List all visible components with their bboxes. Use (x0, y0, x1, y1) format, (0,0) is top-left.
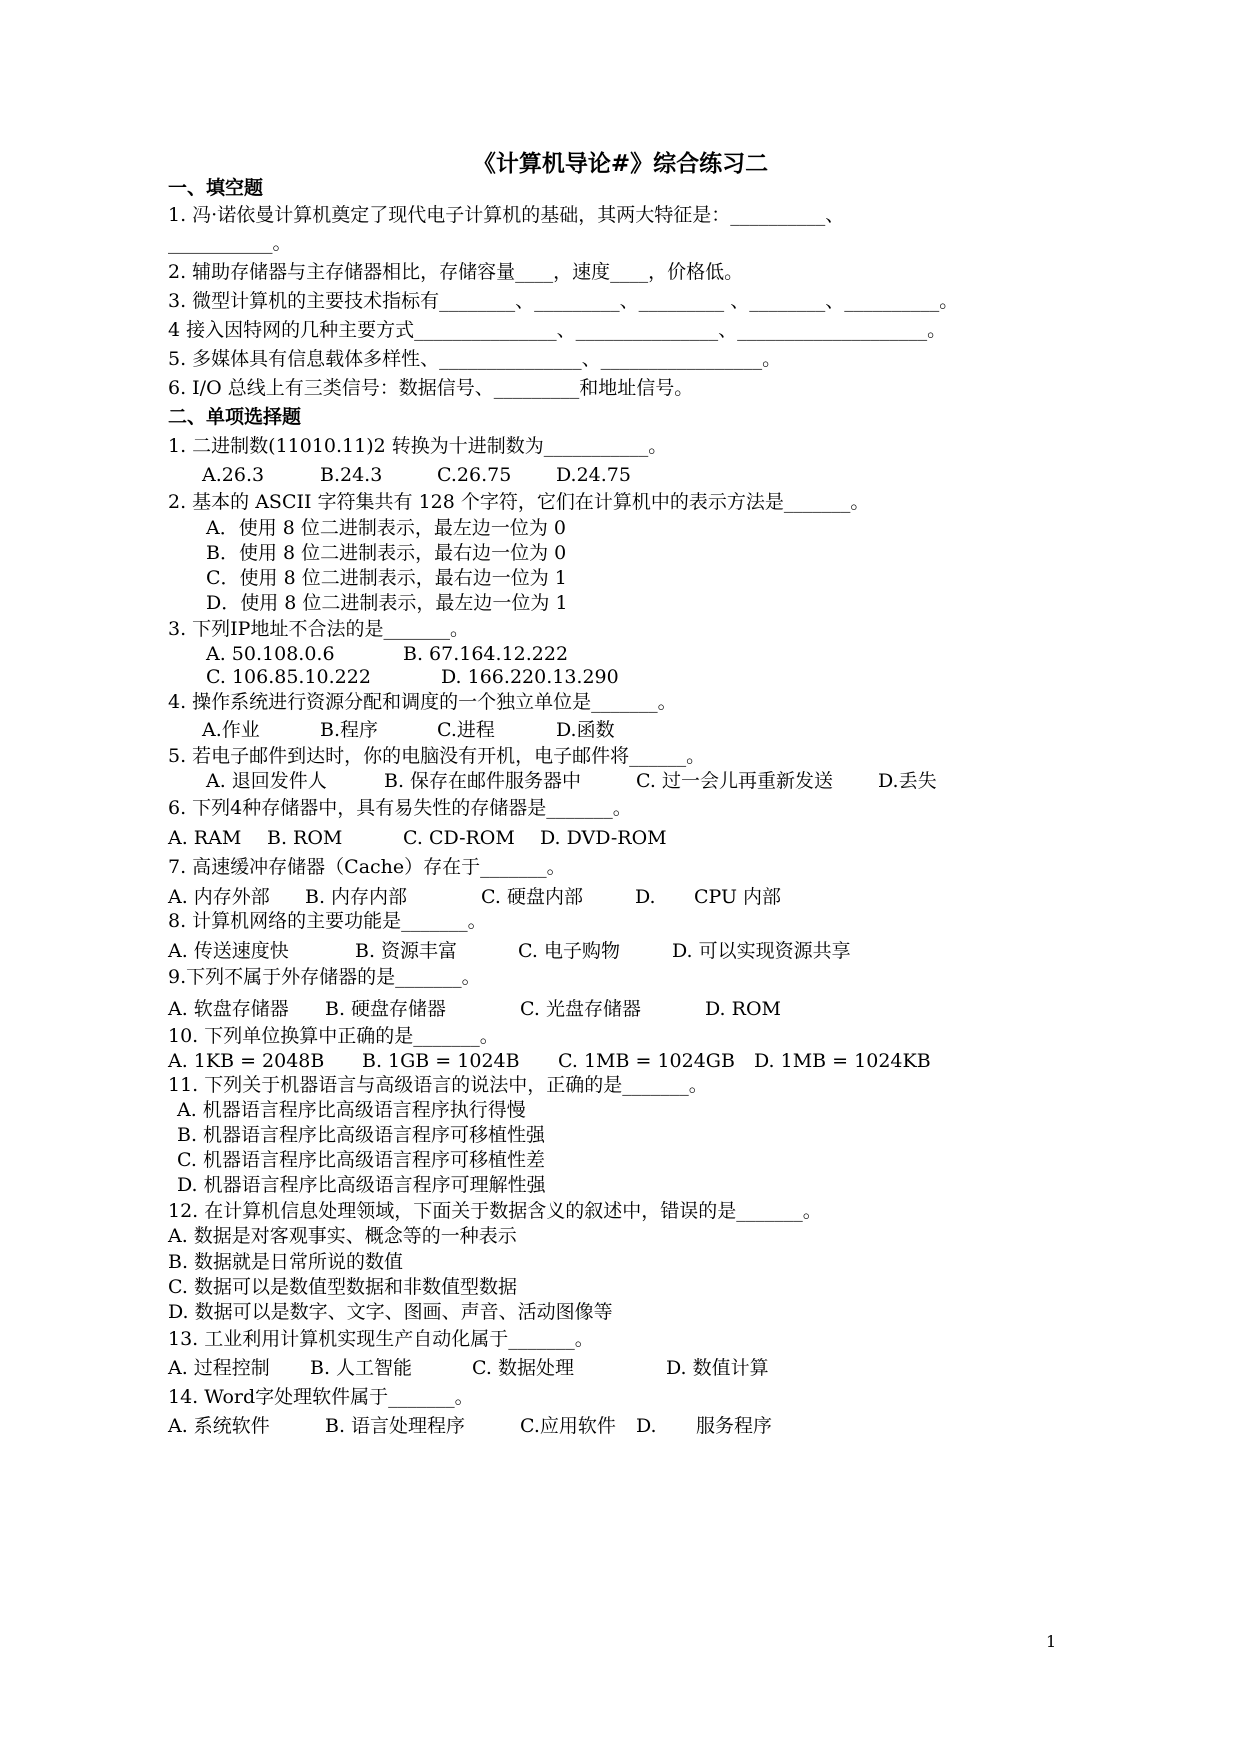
option-a: A. 50.108.0.6 (206, 643, 335, 665)
choice-question-5: 5. 若电子邮件到达时，你的电脑没有开机，电子邮件将______。 (168, 745, 706, 767)
option-a: A. 过程控制 (168, 1357, 270, 1379)
option-a: A. 退回发件人 (206, 770, 327, 792)
option-a: A. 软盘存储器 (168, 998, 289, 1020)
option-a: A. 内存外部 (168, 886, 270, 908)
option-d: D.24.75 (556, 464, 631, 486)
option-d-text: 服务程序 (696, 1415, 773, 1437)
choice-question-9: 9.下列不属于外存储器的是_______。 (168, 966, 481, 988)
option-b: B. 语言处理程序 (325, 1415, 466, 1437)
choice-question-3: 3. 下列IP地址不合法的是_______。 (168, 618, 469, 640)
option-a: A. 系统软件 (168, 1415, 270, 1437)
option-c: C. 光盘存储器 (520, 998, 641, 1020)
page-title: 《计算机导论#》综合练习二 (472, 150, 769, 177)
option-b: B. 数据就是日常所说的数值 (168, 1251, 404, 1273)
choice-question-13: 13. 工业利用计算机实现生产自动化属于_______。 (168, 1328, 594, 1350)
fill-question-6: 6. I/O 总线上有三类信号：数据信号、_________和地址信号。 (168, 377, 694, 399)
choice-question-10: 10. 下列单位换算中正确的是_______。 (168, 1025, 499, 1047)
option-b: B．使用 8 位二进制表示，最右边一位为 0 (206, 542, 567, 564)
option-d: D. DVD-ROM (540, 827, 667, 849)
option-b: B. 机器语言程序比高级语言程序可移植性强 (177, 1124, 546, 1146)
option-d: D.丢失 (878, 770, 937, 792)
fill-question-5: 5. 多媒体具有信息载体多样性、_______________、_________________。 (168, 348, 782, 370)
option-d: D.函数 (556, 719, 615, 741)
option-d: D. 数据可以是数字、文字、图画、声音、活动图像等 (168, 1301, 613, 1323)
option-c: C. 电子购物 (518, 940, 620, 962)
section-heading-choice: 二、单项选择题 (168, 406, 302, 428)
option-c: C. 机器语言程序比高级语言程序可移植性差 (177, 1149, 545, 1171)
choice-question-1: 1. 二进制数(11010.11)2 转换为十进制数为___________。 (168, 435, 668, 457)
choice-question-12: 12. 在计算机信息处理领域，下面关于数据含义的叙述中，错误的是_______。 (168, 1200, 822, 1222)
option-a: A. 数据是对客观事实、概念等的一种表示 (168, 1225, 517, 1247)
option-c: C. 数据可以是数值型数据和非数值型数据 (168, 1276, 517, 1298)
option-c: C.应用软件 (520, 1415, 616, 1437)
option-c: C.进程 (437, 719, 495, 741)
section-heading-fill: 一、填空题 (168, 177, 264, 199)
option-a: A. RAM (168, 827, 242, 849)
option-b: B. ROM (267, 827, 343, 849)
choice-question-14: 14. Word字处理软件属于_______。 (168, 1386, 474, 1408)
option-c: C. 1MB = 1024GB (558, 1050, 735, 1072)
option-d-text: CPU 内部 (694, 886, 782, 908)
option-d: D. 1MB = 1024KB (754, 1050, 931, 1072)
option-c: C. CD-ROM (403, 827, 515, 849)
option-c: C.26.75 (437, 464, 512, 486)
fill-question-1: 1. 冯·诺依曼计算机奠定了现代电子计算机的基础，其两大特征是：__________、 (168, 204, 845, 226)
choice-question-2: 2. 基本的 ASCII 字符集共有 128 个字符，它们在计算机中的表示方法是_______。 (168, 491, 870, 513)
option-b: B.程序 (320, 719, 379, 741)
option-c: C. 过一会儿再重新发送 (636, 770, 833, 792)
option-a: A.26.3 (202, 464, 265, 486)
option-b: B. 1GB = 1024B (362, 1050, 520, 1072)
option-c: C. 数据处理 (472, 1357, 574, 1379)
option-a: A．使用 8 位二进制表示，最左边一位为 0 (206, 517, 567, 539)
option-d: D. 数值计算 (666, 1357, 769, 1379)
fill-question-4: 4 接入因特网的几种主要方式_______________、_______________、____________________。 (168, 319, 947, 341)
fill-question-3: 3. 微型计算机的主要技术指标有________、_________、_________ 、________、__________。 (168, 290, 959, 312)
page-number: 1 (1046, 1632, 1057, 1651)
fill-question-1-cont: ___________。 (168, 232, 292, 254)
option-a: A. 传送速度快 (168, 940, 289, 962)
option-b: B. 硬盘存储器 (325, 998, 447, 1020)
option-b: B. 资源丰富 (355, 940, 458, 962)
option-b: B. 人工智能 (310, 1357, 413, 1379)
option-a: A.作业 (202, 719, 260, 741)
option-c: C．使用 8 位二进制表示，最右边一位为 1 (206, 567, 567, 589)
option-d: D. (635, 886, 656, 908)
option-d: D. ROM (705, 998, 781, 1020)
option-b: B. 保存在邮件服务器中 (384, 770, 582, 792)
option-a: A. 1KB = 2048B (168, 1050, 325, 1072)
option-b: B. 内存内部 (305, 886, 408, 908)
choice-question-4: 4. 操作系统进行资源分配和调度的一个独立单位是_______。 (168, 691, 677, 713)
option-d: D. 166.220.13.290 (441, 666, 619, 688)
option-d: D．使用 8 位二进制表示，最左边一位为 1 (206, 592, 568, 614)
option-b: B.24.3 (320, 464, 383, 486)
choice-question-7: 7. 高速缓冲存储器（Cache）存在于_______。 (168, 856, 566, 878)
choice-question-6: 6. 下列4种存储器中，具有易失性的存储器是_______。 (168, 797, 632, 819)
choice-question-8: 8. 计算机网络的主要功能是_______。 (168, 910, 487, 932)
option-d: D. 机器语言程序比高级语言程序可理解性强 (177, 1174, 546, 1196)
option-c: C. 106.85.10.222 (206, 666, 371, 688)
choice-question-11: 11. 下列关于机器语言与高级语言的说法中，正确的是_______。 (168, 1074, 708, 1096)
option-a: A. 机器语言程序比高级语言程序执行得慢 (177, 1099, 526, 1121)
option-d: D. (636, 1415, 657, 1437)
option-b: B. 67.164.12.222 (403, 643, 569, 665)
option-d: D. 可以实现资源共享 (672, 940, 851, 962)
option-c: C. 硬盘内部 (481, 886, 583, 908)
fill-question-2: 2. 辅助存储器与主存储器相比，存储容量____，速度____，价格低。 (168, 261, 744, 283)
